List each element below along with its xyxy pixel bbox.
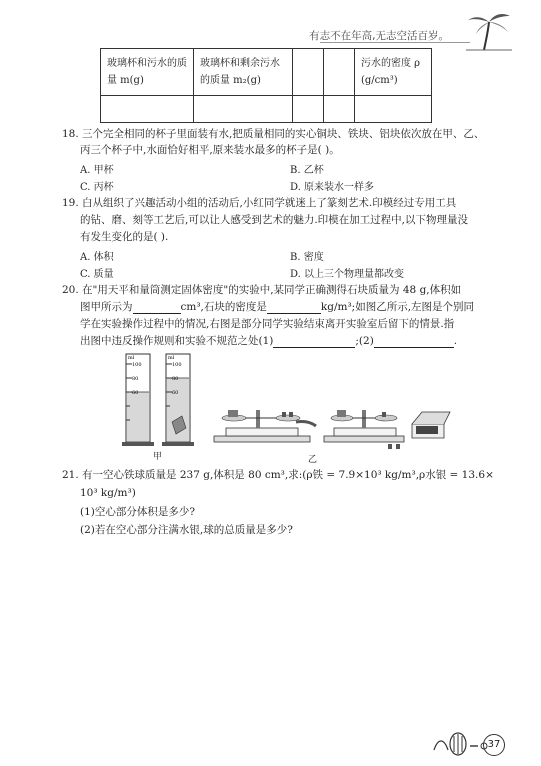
weight-box: [412, 412, 450, 438]
q20-text: 图甲所示为: [80, 301, 133, 313]
answer-blank-volume[interactable]: [133, 301, 181, 314]
balance-scale-left: [214, 410, 316, 442]
figure-caption-yi: 乙: [308, 455, 318, 465]
cylinder-tick-label: 80: [172, 376, 179, 382]
q19-option-d: D. 以上三个物理量都改变: [290, 269, 405, 280]
figure-caption-jia: 甲: [153, 452, 163, 462]
cylinder-tick-label: 80: [132, 376, 139, 382]
table-cell: [194, 96, 293, 123]
q20-line-3: 学在实验操作过程中的情况,右图是部分同学实验结束离开实验室后留下的情景.指: [80, 318, 455, 330]
table-cell: [324, 96, 355, 123]
answer-blank-1[interactable]: [273, 335, 355, 348]
table-header-cell: 污水的密度 ρ (g/cm³): [355, 49, 432, 96]
answer-blank-density[interactable]: [267, 301, 321, 314]
table-header-cell: 玻璃杯和污水的质量 m(g): [101, 49, 194, 96]
header-motto: 有志不在年高,无志空活百岁。: [309, 30, 449, 42]
cylinder-tick-label: 100: [132, 362, 142, 368]
q21-line-2: 10³ kg/m³): [80, 487, 136, 499]
q19-option-c: C. 质量: [80, 269, 114, 280]
q18-option-c: C. 丙杯: [80, 182, 114, 193]
q20-text: 出图中违反操作规则和实验不规范之处(1): [80, 335, 274, 347]
table-header-cell: 玻璃杯和剩余污水的质量 m₂(g): [194, 49, 293, 96]
cylinder-tick-label: 100: [172, 362, 182, 368]
cylinder-unit-label: ml: [168, 355, 175, 361]
q20-text: cm³,石块的密度是: [180, 301, 267, 313]
table-row: [101, 96, 432, 123]
q21-sub-1: (1)空心部分体积是多少?: [80, 506, 196, 518]
graduated-cylinders-figure: [118, 350, 198, 448]
cylinder-tick-label: 60: [132, 390, 139, 396]
cylinder-tick-label: 60: [172, 390, 179, 396]
balance-scale-right: [324, 410, 404, 449]
cylinder-unit-label: ml: [128, 355, 135, 361]
table-header-cell: [324, 49, 355, 96]
table-cell: [355, 96, 432, 123]
data-table: [100, 48, 432, 123]
q19-line-3: 有发生变化的是( ).: [80, 231, 169, 243]
q21-line-1: 21. 有一空心铁球质量是 237 g,体积是 80 cm³,求:(ρ铁 = 7.9×10³ kg/m³,ρ水银 = 13.6×: [62, 469, 494, 481]
table-cell: [101, 96, 194, 123]
header-rule: [320, 42, 470, 43]
q18-option-d: D. 原来装水一样多: [290, 182, 375, 193]
page-number: 37: [483, 734, 505, 756]
q20-text: .: [453, 335, 458, 347]
table-header-row: [101, 49, 432, 96]
q19-line-1: 19. 白从组织了兴趣活动小组的活动后,小红同学就迷上了篆刻艺术.印模经过专用工具: [62, 197, 457, 209]
q18-option-b: B. 乙杯: [290, 165, 324, 176]
balance-scales-figure: [212, 398, 452, 452]
q21-sub-2: (2)若在空心部分注满水银,球的总质量是多少?: [80, 524, 293, 536]
q20-line-1: 20. 在"用天平和量筒测定固体密度"的实验中,某同学正确测得石块质量为 48 g,体积如: [62, 284, 462, 296]
q20-text: kg/m³;如图乙所示,左图是个别同: [320, 301, 475, 313]
q20-line-4: [80, 334, 457, 348]
q18-option-a: A. 甲杯: [80, 165, 114, 176]
answer-blank-2[interactable]: [374, 335, 454, 348]
q19-option-a: A. 体积: [80, 252, 114, 263]
q19-line-2: 的钻、磨、刻等工艺后,可以让人感受到艺术的魅力.印模在加工过程中,以下物理量没: [80, 214, 469, 226]
q20-text: ;(2): [355, 335, 374, 347]
q20-line-2: [80, 300, 474, 314]
palm-tree-icon: [462, 10, 514, 52]
table-header-cell: [293, 49, 324, 96]
q18-line-1: 18. 三个完全相同的杯子里面装有水,把质量相同的实心铜块、铁块、铝块依次放在甲、乙、: [62, 128, 485, 140]
q18-line-2: 丙三个杯子中,水面恰好相平,原来装水最多的杯子是( )。: [80, 144, 340, 156]
table-cell: [293, 96, 324, 123]
q19-option-b: B. 密度: [290, 252, 324, 263]
